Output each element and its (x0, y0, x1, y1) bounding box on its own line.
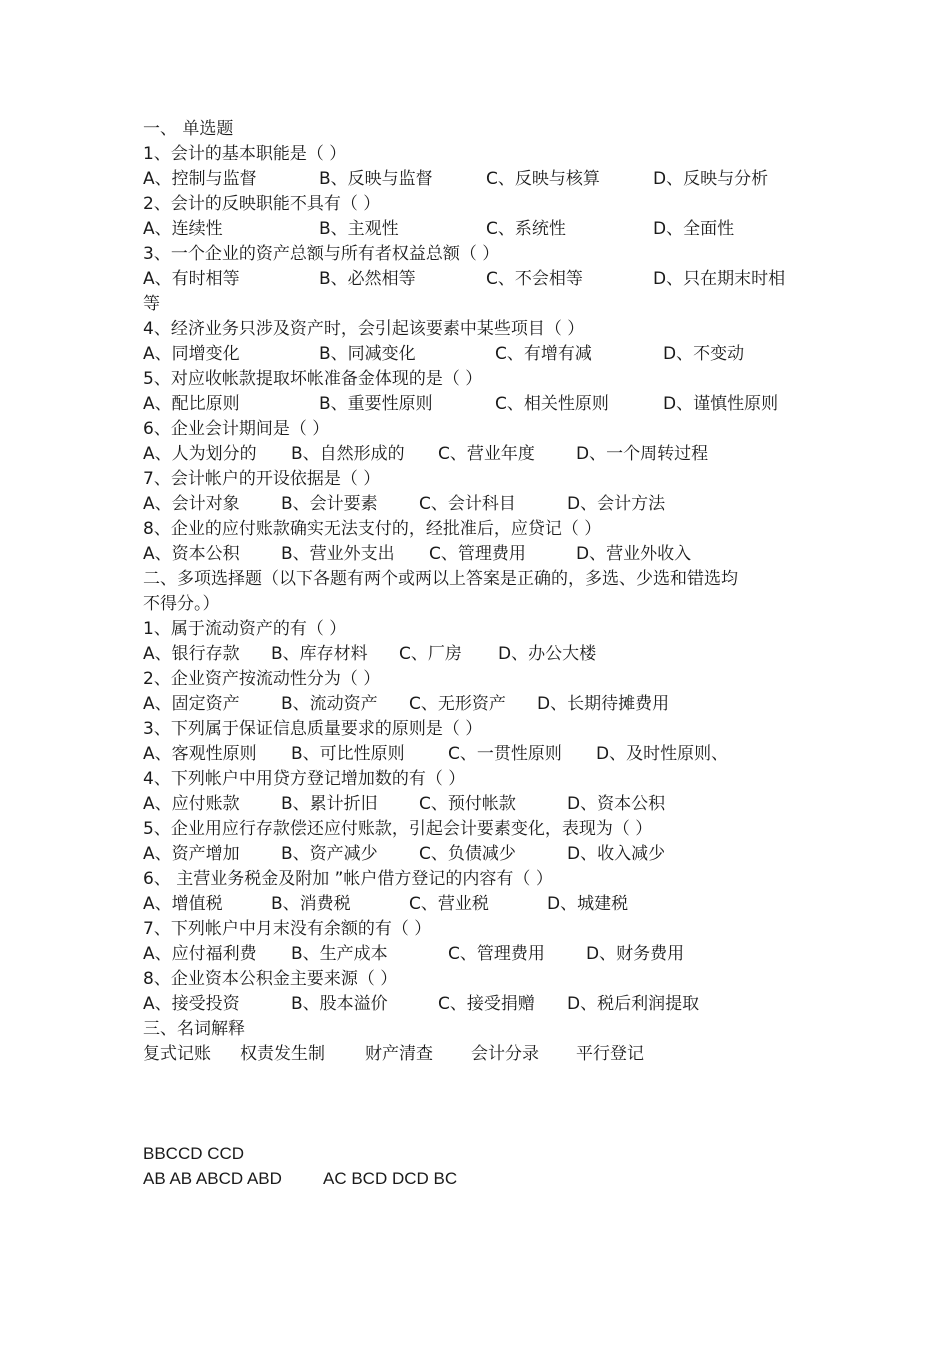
option-a: A、应付账款 (143, 794, 240, 814)
term: 财产清查 (365, 1044, 433, 1064)
option-c: C、不会相等 (486, 269, 583, 289)
term: 平行登记 (576, 1044, 644, 1064)
option-a: A、增值税 (143, 894, 223, 914)
option-a: A、同增变化 (143, 344, 240, 364)
option-d: D、全面性 (653, 219, 735, 239)
option-d: D、税后利润提取 (567, 994, 700, 1014)
option-d: D、不变动 (663, 344, 745, 364)
option-c: C、系统性 (486, 219, 566, 239)
option-a: A、客观性原则 (143, 744, 257, 764)
option-d: D、办公大楼 (498, 644, 597, 664)
option-b: B、会计要素 (281, 494, 378, 514)
option-b: B、库存材料 (271, 644, 368, 664)
option-b: B、累计折旧 (281, 794, 378, 814)
term: 权责发生制 (240, 1044, 325, 1064)
option-d: D、只在期末时相 (653, 269, 786, 289)
option-b: B、营业外支出 (281, 544, 395, 564)
option-d: D、营业外收入 (576, 544, 692, 564)
option-b: B、重要性原则 (319, 394, 433, 414)
option-b: B、流动资产 (281, 694, 378, 714)
option-b: B、股本溢价 (291, 994, 388, 1014)
option-a: A、应付福利费 (143, 944, 257, 964)
option-b: B、必然相等 (319, 269, 416, 289)
option-b: B、反映与监督 (319, 169, 433, 189)
term: 复式记账 (143, 1044, 211, 1064)
option-b: B、自然形成的 (291, 444, 405, 464)
option-d: D、一个周转过程 (576, 444, 709, 464)
option-a: A、银行存款 (143, 644, 240, 664)
option-a: A、会计对象 (143, 494, 240, 514)
document-page: 一、 单选题 1、会计的基本职能是（ ） A、控制与监督 B、反映与监督 C、反映与核算 D、反映与分析 2、会计的反映职能不具有（ ） A、连续性 B、主观性 C、系统性 D、全面性 3、一个企业的资产总额与所有者权益总额（ ） A、有时相等 B、必然相等 C、不会相等 D、只在期末时相 等 4、经济业务只涉及资产时，会引起该要素中某些项目（ ） A、同增变化 B、同减变化 C、有增有减 D、不变动 5、对应收帐款提取坏帐准备金体现的是（ ） A、配比原则 B、重要性原则 C、相关性原则 D、谨慎性原则 6、企业会计期间是（ ） A、人为划分的 B、自然形成的 C、营业年度 D、一个周转过程 7、会计帐户的开设依据是（ ） A、会计对象 B、会计要素 C、会计科目 D、会计方法 8、企业的应付账款确实无法支付的，经批准后，应贷记（ ） A、资本公积 B、营业外支出 C、管理费用 D、营业外收入 二、多项选择题（以下各题有两个或两以上答案是正确的，多选、少选和错选均 不得分。） 1、属于流动资产的有（ ） A、银行存款 B、库存材料 C、厂房 D、办公大楼 2、企业资产按流动性分为（ ） A、固定资产 B、流动资产 C、无形资产 D、长期待摊费用 3、下列属于保证信息质量要求的原则是（ ） A、客观性原则 B、可比性原则 C、一贯性原则 D、及时性原则、 4、下列帐户中用贷方登记增加数的有（ ） A、应付账款 B、累计折旧 C、预付帐款 D、资本公积 5、企业用应行存款偿还应付账款，引起会计要素变化，表现为（ ） A、资产增加 B、资产减少 C、负债减少 D、收入减少 6、 主营业务税金及附加 ”帐户借方登记的内容有（ ） A、增值税 B、消费税 C、营业税 D、城建税 7、下列帐户中月末没有余额的有（ ） A、应付福利费 B、生产成本 C、管理费用 D、财务费用 8、企业资本公积金主要来源（ ） A、接受投资 B、股本溢价 C、接受捐赠 D、税后利润提取 三、名词解释 复式记账 权责发生制 财产清查 会计分录 平行登记 BBCCD CCD AB AB ABCD ABD AC BCD DCD BC (143, 119, 786, 1188)
option-a: A、固定资产 (143, 694, 240, 714)
option-a: A、资本公积 (143, 544, 240, 564)
option-b: B、同减变化 (319, 344, 416, 364)
option-c: C、接受捐赠 (438, 994, 535, 1014)
option-c: C、有增有减 (495, 344, 592, 364)
option-c: C、一贯性原则 (448, 744, 562, 764)
option-a: A、控制与监督 (143, 169, 257, 189)
option-c: C、营业税 (409, 894, 489, 914)
option-a: A、人为划分的 (143, 444, 257, 464)
option-d: D、会计方法 (567, 494, 666, 514)
option-c: C、预付帐款 (419, 794, 516, 814)
option-c: C、管理费用 (429, 544, 526, 564)
option-c: C、反映与核算 (486, 169, 600, 189)
option-a: A、接受投资 (143, 994, 240, 1014)
option-d: D、资本公积 (567, 794, 666, 814)
option-b: B、资产减少 (281, 844, 378, 864)
option-a: A、资产增加 (143, 844, 240, 864)
option-b: B、生产成本 (291, 944, 388, 964)
option-a: A、连续性 (143, 219, 223, 239)
option-b: B、可比性原则 (291, 744, 405, 764)
option-d: D、收入减少 (567, 844, 666, 864)
option-c: C、相关性原则 (495, 394, 609, 414)
option-d: D、谨慎性原则 (663, 394, 779, 414)
option-c: C、负债减少 (419, 844, 516, 864)
option-c: C、厂房 (399, 644, 462, 664)
option-d: D、财务费用 (586, 944, 685, 964)
option-d: D、及时性原则、 (596, 744, 729, 764)
option-b: B、消费税 (271, 894, 351, 914)
option-a: A、配比原则 (143, 394, 240, 414)
option-a: A、有时相等 (143, 269, 240, 289)
option-b: B、主观性 (319, 219, 399, 239)
option-c: C、营业年度 (438, 444, 535, 464)
option-c: C、无形资产 (409, 694, 506, 714)
option-d: D、反映与分析 (653, 169, 769, 189)
option-c: C、会计科目 (419, 494, 516, 514)
option-c: C、管理费用 (448, 944, 545, 964)
option-d: D、长期待摊费用 (537, 694, 670, 714)
section1-title-text: 一、 单选题 (143, 119, 234, 139)
term: 会计分录 (471, 1044, 539, 1064)
option-d: D、城建税 (547, 894, 629, 914)
